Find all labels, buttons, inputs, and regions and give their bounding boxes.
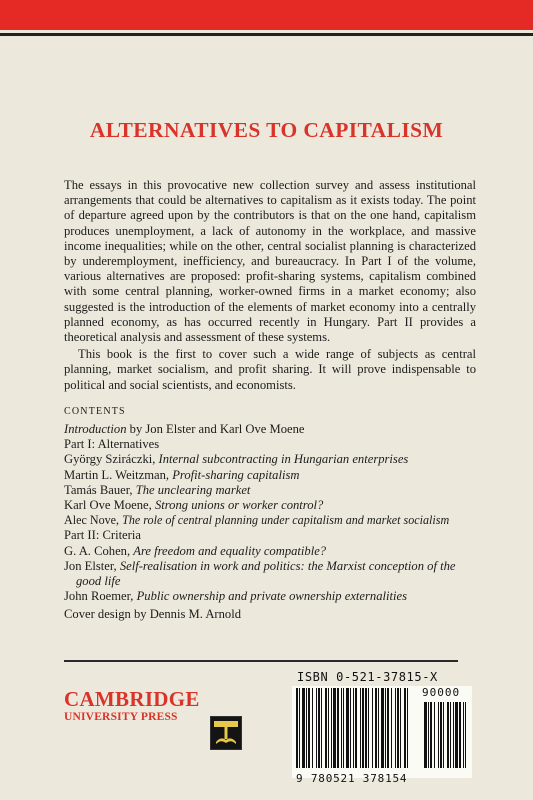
blurb-paragraph-2: This book is the first to cover such a wide range of subjects as central planning, market socialism, and profit sharing. It will prove indispensable to political and social scientists, and economists. — [64, 347, 476, 392]
contents-author: Alec Nove, — [64, 513, 123, 528]
contents-item — [64, 422, 476, 437]
contents-title: Are freedom and equality compatible? — [133, 543, 327, 558]
barcode-bar — [362, 688, 364, 768]
contents-title: Introduction — [64, 422, 127, 436]
contents-title: The role of central planning under capitalism and market socialism — [122, 513, 450, 528]
barcode-bar — [397, 688, 399, 768]
ean-number: 9 780521 378154 — [296, 772, 408, 785]
blurb — [64, 178, 476, 393]
contents-author: Jon Elster, — [64, 558, 120, 573]
barcode-addon-bar — [428, 702, 429, 768]
contents-author: John Roemer, — [64, 589, 137, 604]
barcode-bar — [350, 688, 351, 768]
book-press-icon — [210, 716, 242, 750]
isbn-text: ISBN 0-521-37815-X — [297, 670, 438, 684]
contents-item — [64, 468, 476, 483]
barcode-addon-bar — [447, 702, 449, 768]
contents-author: Martin L. Weitzman, — [64, 467, 173, 482]
cover-design-credit: Cover design by Dennis M. Arnold — [64, 607, 242, 622]
barcode-bar — [355, 688, 357, 768]
bottom-rule — [64, 660, 458, 662]
contents-item — [64, 559, 476, 589]
barcode-bar — [299, 688, 300, 768]
barcode-bar — [328, 688, 329, 768]
book-title: ALTERNATIVES TO CAPITALISM — [89, 118, 444, 142]
contents-list — [64, 422, 476, 623]
barcode-bar — [296, 688, 298, 768]
barcode-bar — [404, 688, 406, 768]
barcode-bar — [318, 688, 320, 768]
barcode-bar — [378, 688, 379, 768]
barcode-bar — [321, 688, 322, 768]
contents-author: György Sziráczki, — [64, 452, 159, 467]
contents-title: Internal subcontracting in Hungarian enterprises — [158, 452, 409, 467]
contents-item — [64, 437, 476, 452]
publisher-name: CAMBRIDGE — [64, 687, 200, 711]
barcode-bar — [343, 688, 344, 768]
barcode-addon-bar — [434, 702, 435, 768]
contents-heading: CONTENTS — [64, 406, 126, 417]
contents-title: Profit-sharing capitalism — [172, 467, 300, 482]
barcode-bar — [302, 688, 305, 768]
contents-title: Strong unions or worker control? — [154, 498, 324, 513]
contents-author: Karl Ove Moene, — [64, 498, 155, 513]
barcode-bar — [341, 688, 342, 768]
barcode-bar — [306, 688, 307, 768]
contents-title: Self-realisation in work and politics: the Marxist conception of the good life — [76, 558, 456, 589]
barcode-addon-bar — [424, 702, 427, 768]
contents-item — [64, 589, 476, 604]
barcode-bar — [312, 688, 313, 768]
barcode-bar — [385, 688, 386, 768]
contents-item — [64, 513, 476, 528]
barcode-bar — [387, 688, 389, 768]
top-red-band — [0, 0, 533, 30]
barcode-bar — [333, 688, 336, 768]
barcode-addon-bar — [450, 702, 451, 768]
barcode-addon-bar — [459, 702, 461, 768]
contents-author: Part I: Alternatives — [64, 437, 160, 452]
barcode — [292, 686, 472, 778]
barcode-bar — [353, 688, 354, 768]
barcode-bar — [407, 688, 408, 768]
contents-item — [64, 483, 476, 498]
contents-item — [64, 452, 476, 467]
barcode-bar — [325, 688, 327, 768]
publisher-subname: UNIVERSITY PRESS — [64, 711, 178, 723]
barcode-bar — [368, 688, 369, 768]
top-black-rule — [0, 33, 533, 36]
barcode-addon-bar — [453, 702, 454, 768]
contents-title: The unclearing market — [135, 482, 251, 497]
barcode-bar — [337, 688, 339, 768]
contents-item — [64, 544, 476, 559]
publisher-logo-text — [64, 688, 200, 724]
barcode-bar — [391, 688, 392, 768]
contents-author: Tamás Bauer, — [64, 482, 136, 497]
barcode-bar — [400, 688, 401, 768]
barcode-addon-number: 90000 — [422, 686, 461, 699]
barcode-addon-bar — [438, 702, 439, 768]
barcode-addon-bar — [465, 702, 466, 768]
barcode-addon-bar — [430, 702, 432, 768]
barcode-bar — [316, 688, 317, 768]
barcode-bar — [395, 688, 396, 768]
barcode-bar — [375, 688, 377, 768]
contents-item — [64, 528, 476, 543]
barcode-bar — [308, 688, 310, 768]
barcode-addon-bar — [463, 702, 464, 768]
barcode-bar — [381, 688, 384, 768]
barcode-addon-bar — [455, 702, 458, 768]
contents-suffix: by Jon Elster and Karl Ove Moene — [126, 422, 305, 436]
contents-item — [64, 607, 476, 622]
contents-item — [64, 498, 476, 513]
barcode-bar — [331, 688, 332, 768]
contents-author: G. A. Cohen, — [64, 543, 134, 558]
barcode-bar — [346, 688, 349, 768]
barcode-addon-bar — [443, 702, 444, 768]
barcode-bar — [365, 688, 367, 768]
contents-author: Part II: Criteria — [64, 528, 141, 543]
barcode-bar — [372, 688, 373, 768]
barcode-addon-bar — [440, 702, 442, 768]
contents-title: Public ownership and private ownership externalities — [136, 589, 407, 604]
blurb-paragraph-1: The essays in this provocative new collection survey and assess institutional arrangements that could be alternatives to capitalism as it exists today. The point of departure agreed upon by the contributors is that on the one hand, capitalism produces unemployment, a lack of autonomy in the workplace, and massive income inequalities; while on the other, central socialist planning is characterized by underemployment, inefficiency, and bureaucracy. In Part I of the volume, various alternatives are proposed: profit-sharing systems, capitalism combined with some central planning, worker-owned firms in a market economy; also suggested is the introduction of the elements of market economy into a centrally planned economy, as has occurred recently in Hungary. Part II provides a theoretical analysis and assessment of these systems. — [64, 178, 476, 345]
barcode-bar — [360, 688, 361, 768]
